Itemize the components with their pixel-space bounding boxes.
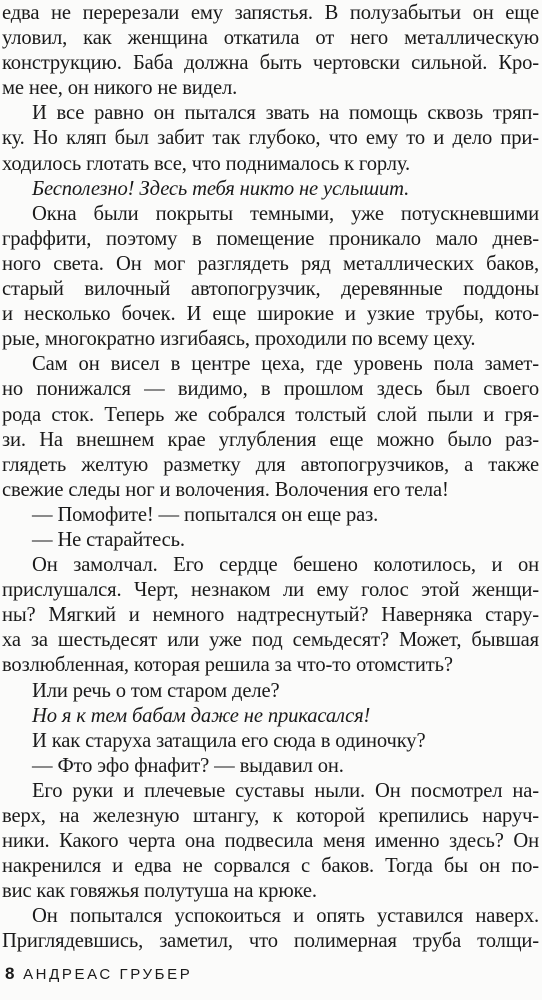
text-line: Он попытался успокоиться и опять уставился наверх.	[32, 905, 539, 928]
text-line: Бесполезно! Здесь тебя никто не услышит.	[32, 177, 410, 200]
text-line: ме нее, он никого не видел.	[2, 77, 238, 100]
text-line: Но я к тем бабам даже не прикасался!	[32, 704, 371, 727]
text-line: ходилось глотать все, что поднималось к горлу.	[2, 152, 410, 175]
text-line: Или речь о том старом деле?	[32, 679, 280, 702]
text-line: И все равно он пытался звать на помощь сквозь тряп-	[32, 102, 539, 125]
text-line: рода сток. Теперь же собрался толстый слой пыли и гря-	[2, 403, 539, 426]
text-line: накренился и едва не сорвался с баков. Тогда бы он по-	[2, 855, 539, 878]
text-line: свежие следы ног и волочения. Волочения его тела!	[2, 478, 449, 501]
text-line: — Помофите! — попытался он еще раз.	[32, 503, 379, 526]
text-line: но понижался — видимо, в прошлом здесь был своего	[2, 378, 539, 401]
text-line: и несколько бочек. И еще широкие и узкие трубы, кото-	[2, 303, 539, 326]
text-line: глядеть желтую разметку для автопогрузчиков, а также	[2, 453, 539, 476]
text-line: Он замолчал. Его сердце бешено колотилось, и он	[32, 554, 539, 577]
text-line: ха за шестьдесят или уже под семьдесят? Может, бывшая	[2, 629, 539, 652]
page-number: 8	[5, 964, 18, 983]
body-text	[2, 1, 539, 955]
text-line: ны? Мягкий и немного надтреснутый? Наверняка стару-	[2, 604, 539, 627]
text-line: зи. На внешнем крае углубления еще можно было раз-	[2, 428, 539, 451]
text-line: уловил, как женщина откатила от него металлическую	[2, 27, 539, 50]
text-line: вис как говяжья полутуша на крюке.	[2, 880, 317, 903]
text-line: старый вилочный автопогрузчик, деревянные поддоны	[2, 278, 539, 301]
text-line: едва не перерезали ему запястья. В полузабытьи он еще	[2, 2, 539, 24]
text-line: Окна были покрыты темными, уже потускневшими	[32, 202, 539, 225]
text-line: верх, на железную штангу, к которой крепились наруч-	[2, 805, 539, 827]
text-line: рые, многократно изгибаясь, проходили по всему цеху.	[2, 328, 476, 351]
text-line: — Фто эфо фнафит? — выдавил он.	[32, 754, 344, 777]
running-footer	[5, 962, 192, 986]
text-line: ного света. Он мог разглядеть ряд металлических баков,	[2, 252, 539, 275]
text-line: Сам он висел в центре цеха, где уровень пола замет-	[32, 353, 539, 376]
text-line: граффити, поэтому в помещение проникало мало днев-	[2, 227, 539, 250]
text-line: конструкцию. Баба должна быть чертовски сильной. Кро-	[2, 52, 539, 75]
text-line: прислушался. Черт, незнаком ли ему голос этой женщи-	[2, 579, 539, 602]
text-line: И как старуха затащила его сюда в одиночку?	[32, 729, 426, 752]
text-line: — Не старайтесь.	[32, 528, 185, 551]
text-line: Приглядевшись, заметил, что полимерная труба толщи-	[2, 930, 539, 953]
text-line: ники. Какого черта она подвесила меня именно здесь? Он	[2, 830, 539, 853]
text-line: возлюбленная, которая решила за что-то отомстить?	[2, 654, 453, 677]
text-line: Его руки и плечевые суставы ныли. Он посмотрел на-	[32, 779, 539, 802]
text-line: ку. Но кляп был забит так глубоко, что ему то и дело при-	[2, 127, 539, 150]
author-name: АНДРЕАС ГРУБЕР	[23, 966, 193, 983]
